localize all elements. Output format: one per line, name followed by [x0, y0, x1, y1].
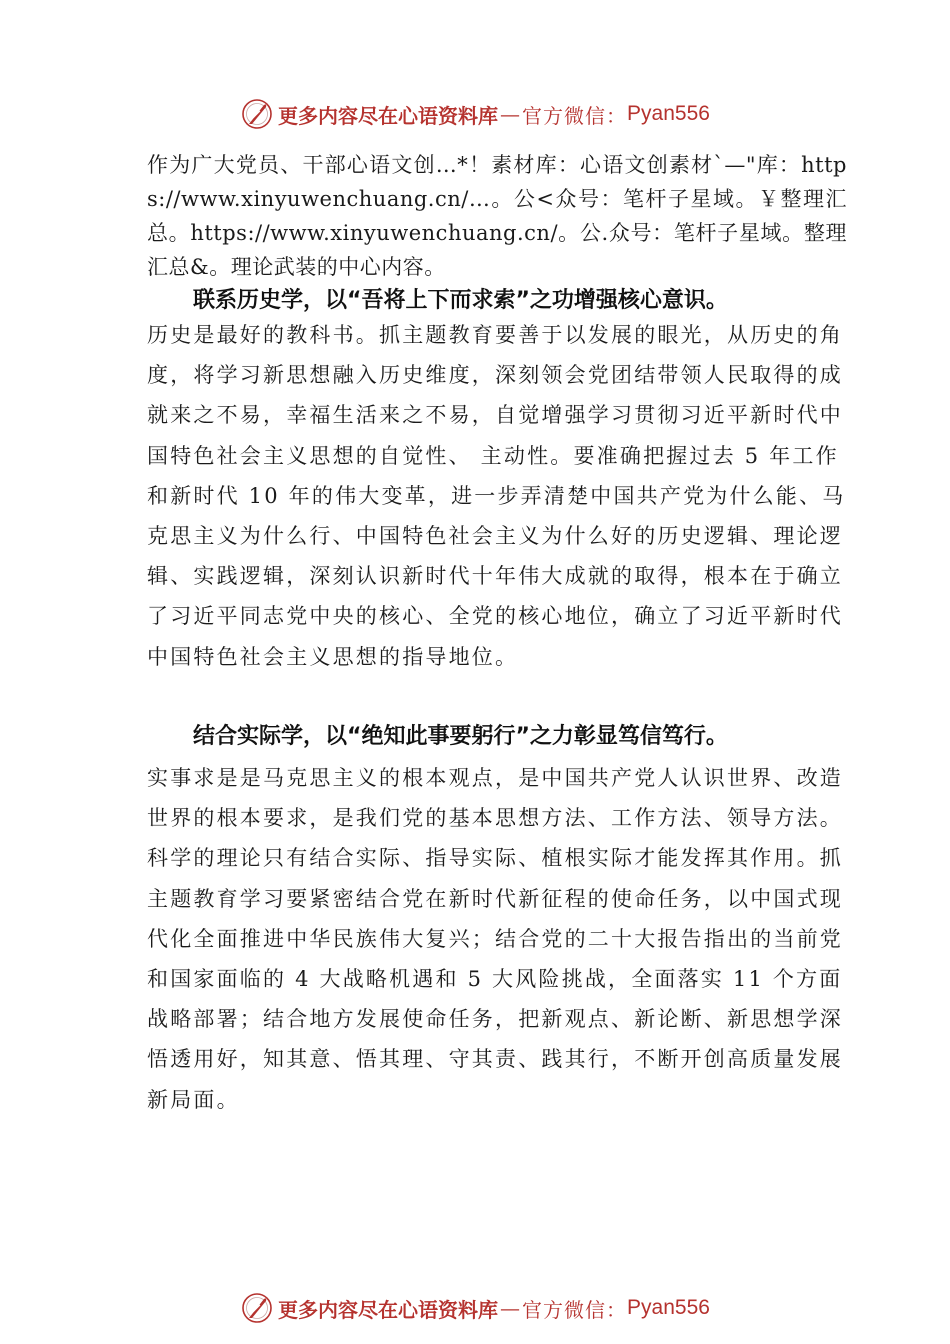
banner-title: 更多内容尽在心语资料库 [278, 1297, 499, 1322]
banner-wechat-label: 官方微信： [522, 103, 628, 128]
lead-paragraph: 作为广大党员、干部心语文创…*！素材库：心语文创素材`—"库：https://www.xinyuwenchuang.cn/…。公<众号：笔杆子星域。￥整理汇总。https://www.xinyuwenchuang.cn/。公.众号：笔杆子星域。整理汇总&。理论武装的中心内容。 [147, 153, 847, 279]
section-body-practice: 实事求是是马克思主义的根本观点，是中国共产党人认识世界、改造世界的根本要求，是我们党的基本思想方法、工作方法、领导方法。科学的理论只有结合实际、指导实际、植根实际才能发挥其作用。抓主题教育学习要紧密结合党在新时代新征程的使命任务，以中国式现代化全面推进中华民族伟大复兴；结合党的二十大报告指出的当前党和国家面临的 4 大战略机遇和 5 大风险挑战，全面落实 11 个方面战略部署；结合地方发展使命任务，把新观点、新论断、新思想学深悟透用好，知其意、悟其理、守其责、践其行，不断开创高质量发展新局面。 [147, 766, 843, 1112]
banner-separator: — [500, 1296, 521, 1320]
quill-pen-seal-icon [240, 97, 274, 131]
quill-pen-seal-icon [240, 1291, 274, 1325]
banner-title: 更多内容尽在心语资料库 [278, 103, 499, 128]
section-heading-practice: 结合实际学，以“绝知此事要躬行”之力彰显笃信笃行。 [193, 724, 728, 749]
banner-separator: — [500, 102, 521, 126]
banner-wechat-label: 官方微信： [522, 1297, 628, 1322]
banner-wechat-id: Pyan556 [627, 1296, 710, 1319]
header-banner [0, 94, 950, 134]
section-body-history: 历史是最好的教科书。抓主题教育要善于以发展的眼光，从历史的角度，将学习新思想融入历史维度，深刻领会党团结带领人民取得的成就来之不易，幸福生活来之不易，自觉增强学习贯彻习近平新时代中国特色社会主义思想的自觉性、 主动性。要准确把握过去 5 年工作和新时代 10 年的伟大变革，进一步弄清楚中国共产党为什么能、马克思主义为什么行、中国特色社会主义为什么好的历史逻辑、理论逻辑、实践逻辑，深刻认识新时代十年伟大成就的取得，根本在于确立了习近平同志党中央的核心、全党的核心地位，确立了习近平新时代中国特色社会主义思想的指导地位。 [147, 323, 846, 669]
banner-wechat-id: Pyan556 [627, 102, 710, 125]
footer-banner [0, 1288, 950, 1328]
section-heading-history: 联系历史学，以“吾将上下而求索”之功增强核心意识。 [193, 288, 728, 313]
